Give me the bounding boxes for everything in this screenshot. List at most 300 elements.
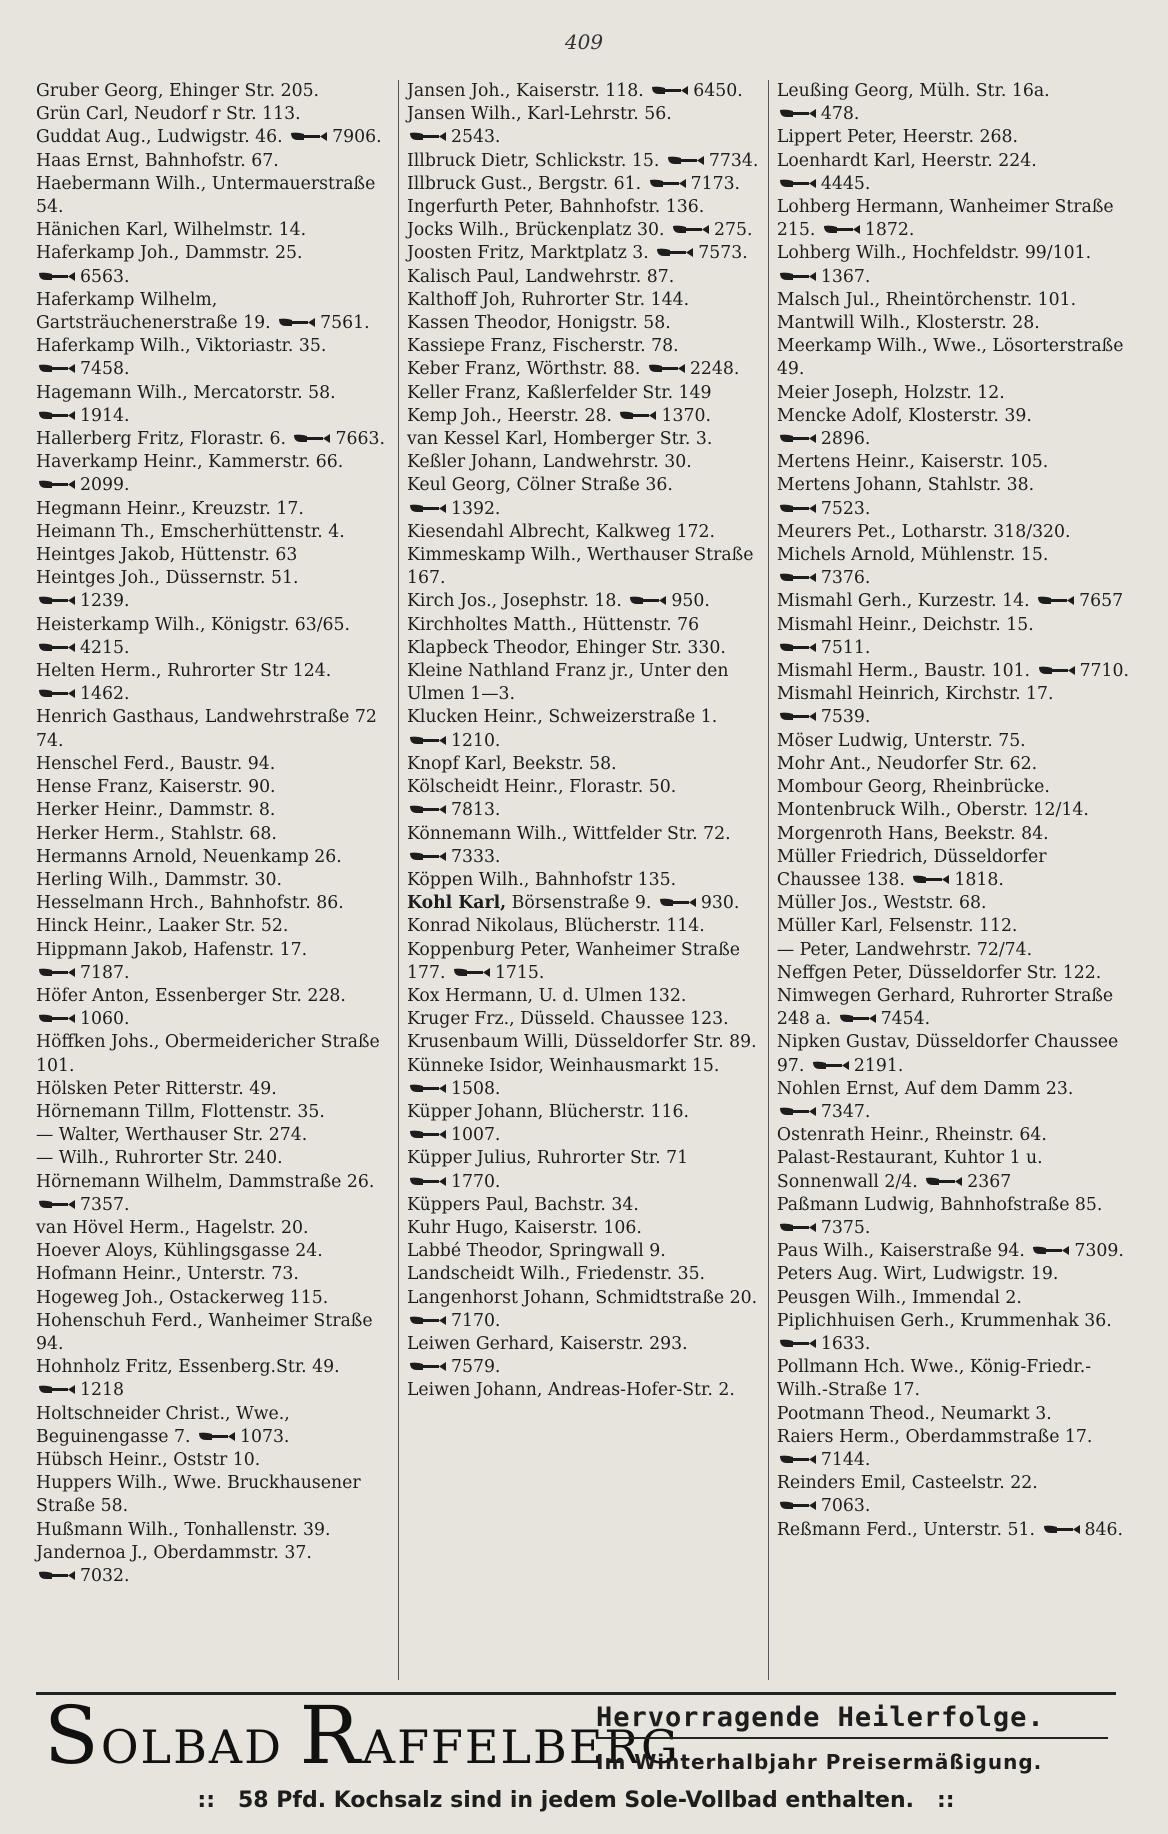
phone-number: 1073. [239,1426,290,1447]
directory-entry [407,358,760,381]
telephone-icon [38,479,76,490]
entry-address: Oberdammstraße 17. [905,1426,1093,1447]
telephone-icon [38,688,76,699]
telephone-icon [1032,1245,1070,1256]
entry-address: Ruhrorter Str. 144. [521,289,690,310]
entry-address: Kaiserstr. 118. [515,81,644,101]
entry-name: Loenhardt Karl, [776,150,916,171]
entry-name: Herling Wilh., [36,869,159,890]
entry-name: Kiesendahl Albrecht, [406,521,591,542]
entry-phone [810,1055,903,1078]
entry-address: Florastr. 6. [189,429,286,450]
directory-entry [777,1310,1130,1356]
telephone-icon [38,1013,76,1024]
entry-name: Langenhorst Johann, [406,1287,590,1308]
directory-entry [407,1055,760,1101]
directory-entry [777,1147,1130,1193]
entry-name: Grün Carl, [36,104,129,125]
phone-number: 7734. [708,150,759,171]
phone-number: 7573. [698,243,748,264]
entry-address: Bahnhofstr. 67. [144,150,279,171]
entry-phone [821,219,914,242]
directory-entry [407,660,760,706]
entry-name: Haebermann Wilh., [36,173,207,194]
entry-address: Düsseldorfer Str. 89. [574,1032,757,1053]
directory-entry [36,1171,390,1217]
entry-address: Kaiserstraße 94. [879,1241,1025,1262]
phone-number: 1872. [864,220,915,241]
directory-entry [36,753,390,776]
phone-number: 7357. [80,1194,130,1215]
entry-address: Bahnhofstr. 136. [559,197,705,218]
entry-address: Schweizerstraße 1. [548,707,718,728]
entry-name: Pollmann Hch. [776,1357,906,1378]
telephone-icon [659,897,697,908]
directory-entry [777,382,1130,405]
phone-number: 7663. [335,429,385,450]
telephone-icon [293,433,331,444]
entry-address: Bachstr. 34. [534,1194,639,1215]
entry-address: Unterstr. 73. [187,1264,299,1285]
entry-address: Landwehrstr. 30. [542,452,692,473]
directory-entry [777,474,1130,520]
entry-name: Leußing Georg, [776,81,914,101]
entry-name: Hippmann Jakob, [36,939,188,960]
directory-entry [36,939,390,985]
entry-address: Bahnhofstraße 85. [940,1194,1103,1215]
telephone-icon [812,1060,850,1071]
entry-address: Deichstr. 15. [922,614,1034,635]
entry-phone [36,590,129,613]
phone-number: 7539. [820,707,871,728]
entry-address: U. d. Ulmen 132. [538,985,687,1006]
phone-number: 7173. [690,173,741,194]
entry-address: Düsseld. Chaussee 123. [520,1009,729,1030]
entry-name: Kassen Theodor, [406,313,552,334]
telephone-icon [619,410,657,421]
entry-address: Unter den Ulmen 1—3. [406,661,729,705]
entry-address: Blücherstr. 114. [564,916,705,937]
entry-address: Obermeidericher Straße 101. [36,1032,380,1076]
telephone-icon [779,108,817,119]
entry-name: Helten Herm., [36,661,162,682]
phone-number: 7454. [880,1009,931,1030]
directory-entry [36,892,390,915]
entry-address: Blücherstr. 116. [548,1101,690,1122]
phone-number: 1218 [80,1380,124,1401]
entry-name: Hallerberg Fritz, [36,429,185,450]
directory-entry [407,1194,760,1217]
directory-entry [777,544,1130,590]
directory-entry [36,1403,390,1449]
telephone-icon [779,271,817,282]
entry-address: Schmidtstraße 20. [595,1287,758,1308]
entry-name: Kohl Karl, [406,893,507,914]
directory-entry [36,80,390,103]
entry-address: Klosterstr. 28. [915,313,1040,334]
entry-phone [36,474,129,497]
phone-number: 7657 [1079,591,1124,612]
phone-number: 2248. [689,359,740,380]
entry-address: Kurzestr. 14. [917,591,1030,612]
entry-phone [288,126,381,149]
telephone-icon [779,433,817,444]
entry-address: Honigstr. 58. [556,313,671,334]
entry-phone [407,799,500,822]
directory-entry [407,869,760,892]
telephone-icon [453,967,491,978]
entry-address: Kaßlerfelder Str. 149 [526,382,712,403]
directory-entry [407,335,760,358]
entry-name: Mohr Ant., [776,753,872,774]
directory-entry [36,799,390,822]
entry-name: Hinck Heinr., [36,916,153,937]
entry-name: Lippert Peter, [776,127,898,148]
directory-entry [407,150,760,173]
telephone-icon [38,642,76,653]
entry-name: Küppers Paul, [406,1194,529,1215]
entry-phone [670,219,752,242]
phone-number: 7813. [450,800,501,821]
directory-entry [407,1147,760,1193]
entry-name: Nohlen Ernst, [776,1078,900,1099]
directory-entry [36,242,390,288]
directory-column-3 [768,80,1138,1680]
directory-entry [36,660,390,706]
directory-entry [36,1310,390,1356]
directory-entry [777,451,1130,474]
ad-footer [36,1788,1116,1813]
solbad-advertisement [36,1689,1136,1820]
directory-entry [777,405,1130,451]
directory-entry [407,451,760,474]
directory-entry [777,1031,1130,1077]
telephone-icon [779,1454,817,1465]
entry-address: Marktplatz 3. [530,243,649,264]
phone-number: 1818. [954,869,1004,890]
telephone-icon [38,410,76,421]
entry-address: Oststr 10. [173,1449,261,1470]
entry-address: Kalkweg 172. [595,521,715,542]
entry-name: Küpper Johann, [406,1101,544,1122]
entry-phone [36,683,129,706]
entry-address: Weinhausmarkt 15. [549,1055,720,1076]
entry-phone [407,1171,500,1194]
directory-entry [36,776,390,799]
telephone-icon [779,642,817,653]
entry-name: Herker Heinr., [36,800,164,821]
directory-entry [777,799,1130,822]
entry-name: Keber Franz, [406,359,521,380]
page-number: 409 [564,30,604,54]
entry-name: Kalisch Paul, [406,266,520,287]
ad-winter-note: Im Winterhalbjahr Preisermäßigung. [596,1750,1043,1774]
ad-footer-text: 58 Pfd. Kochsalz sind in jedem Sole-Vollbad enthalten. [237,1788,915,1813]
entry-address: Düsseldorfer Chaussee 138. [776,846,1047,890]
directory-entry [777,1194,1130,1240]
phone-number: 1914. [80,405,130,426]
telephone-icon [779,1222,817,1233]
directory-entry [407,266,760,289]
directory-entry [777,753,1130,776]
directory-entry [36,428,390,451]
entry-name: Hermanns Arnold, [36,846,198,867]
telephone-icon [779,1106,817,1117]
entry-name: Hogeweg Joh., [36,1287,164,1308]
directory-entry [36,1287,390,1310]
directory-entry [36,382,390,428]
directory-entry [777,521,1130,544]
entry-name: Könnemann Wilh., [406,823,568,844]
entry-address: Kühlingsgasse 24. [163,1241,323,1262]
entry-name: Hesselmann Hrch., [36,893,205,914]
directory-entry [36,869,390,892]
phone-number: 1060. [80,1009,130,1030]
telephone-icon [409,735,447,746]
phone-number: 7063. [820,1496,871,1517]
telephone-icon [290,131,328,142]
entry-address: Untermauerstraße 54. [36,173,376,218]
directory-entry [407,1333,760,1379]
entry-phone [36,637,129,660]
entry-name: Piplichhuisen Gerh., [776,1310,955,1331]
directory-entry [407,776,760,822]
entry-name: Mencke Adolf, [776,405,903,426]
entry-address: Neudorf r Str. 113. [134,104,301,125]
directory-entry [407,80,760,103]
directory-entry [777,126,1130,149]
phone-number: 2896. [820,429,871,450]
entry-name: Höffken Johs., [36,1032,160,1053]
entry-address: Landwehrstr. 87. [525,266,675,287]
phone-number: 7906. [332,127,382,148]
entry-address: Gartsträuchenerstraße 19. [36,313,271,334]
entry-phone [777,428,870,451]
entry-name: Michels Arnold, [776,545,916,566]
telephone-icon [198,1431,236,1442]
directory-entry [36,498,390,521]
entry-address: Rheinbrücke. [932,777,1050,798]
phone-number: 7309. [1074,1241,1124,1262]
entry-name: Mismahl Heinr., [776,614,918,635]
entry-address: Wanheimer Straße 177. [406,939,740,983]
telephone-icon [672,224,710,235]
directory-entry [407,915,760,938]
entry-phone [837,1008,930,1031]
phone-number: 2191. [853,1055,904,1076]
directory-entry [777,1263,1130,1286]
telephone-icon [651,85,689,96]
entry-address: Kaiserstr. 105. [920,452,1049,473]
entry-name: Küpper Julius, [406,1148,532,1169]
telephone-icon [925,1176,963,1187]
entry-phone [36,1194,129,1217]
entry-name: — Wilh., [36,1148,110,1169]
entry-name: Hänichen Karl, [36,220,169,241]
entry-address: Wwe., Beguinengasse 7. [36,1403,290,1447]
directory-entry [36,126,390,149]
entry-name: Meurers Pet., [776,521,897,542]
directory-entry [407,196,760,219]
entry-phone [36,1565,129,1588]
entry-address: Cölner Straße 36. [516,475,673,496]
entry-name: Kirchholtes Matth., [406,614,578,635]
entry-name: Müller Friedrich, [776,846,928,867]
entry-address: Krummenhak 36. [960,1310,1112,1331]
entry-address: Neuenkamp 26. [202,846,342,867]
entry-address: Hagelstr. 20. [195,1217,309,1238]
entry-name: Kruger Frz., [406,1009,515,1030]
entry-name: Peusgen Wilh., [776,1287,907,1308]
entry-phone [407,1310,500,1333]
phone-number: 6563. [80,266,130,287]
entry-phone [36,1379,124,1402]
entry-name: Labbé Theodor, [406,1241,544,1262]
entry-address: Rheinstr. 64. [935,1125,1047,1146]
entry-name: Reßmann Ferd., [776,1519,918,1540]
entry-name: Möser Ludwig, [776,730,909,751]
telephone-icon [278,317,316,328]
entry-phone [36,405,129,428]
entry-phone [647,173,740,196]
directory-entry [36,915,390,938]
directory-entry [777,1078,1130,1124]
entry-phone [407,126,500,149]
entry-address: Ruhrorter Straße 248 a. [776,985,1114,1030]
telephone-icon [38,363,76,374]
entry-address: Baustr. 94. [180,753,276,774]
telephone-icon [409,1129,447,1140]
telephone-icon [409,851,447,862]
phone-number: 7375. [820,1217,871,1238]
directory-entry [777,242,1130,288]
entry-address: Immendal 2. [912,1287,1022,1308]
entry-name: Höfer Anton, [36,985,150,1006]
entry-name: Kox Hermann, [406,985,534,1006]
entry-address: Flottenstr. 35. [201,1101,325,1122]
entry-address: Oberstr. 12/14. [956,800,1089,821]
phone-number: 1367. [820,266,871,287]
directory-entry [36,1124,390,1147]
directory-entry [407,521,760,544]
entry-address: Dammstr. 8. [168,800,276,821]
directory-entry [36,1240,390,1263]
entry-address: Baustr. 101. [924,661,1031,682]
directory-entry [407,1101,760,1147]
directory-entry [777,1472,1130,1518]
directory-entry [407,892,760,915]
directory-entry [407,474,760,520]
entry-phone [777,1217,870,1240]
entry-address: Kaiserstr. 106. [514,1217,642,1238]
telephone-icon [38,1199,76,1210]
directory-entry [36,823,390,846]
entry-phone [407,498,500,521]
directory-entry [777,939,1130,962]
directory-entry [36,103,390,126]
entry-address: Casteelstr. 22. [911,1473,1038,1494]
entry-name: Leiwen Johann, [406,1380,543,1401]
entry-name: Palast-Restaurant, [776,1148,939,1169]
entry-name: Jocks Wilh., [406,220,510,241]
entry-name: Keßler Johann, [406,452,538,473]
entry-address: Karl-Lehrstr. 56. [527,104,672,125]
entry-address: Neudorfer Str. 62. [876,753,1038,774]
directory-entry [777,730,1130,753]
entry-phone [777,498,870,521]
entry-name: Kölscheidt Heinr., [406,777,564,798]
phone-number: 950. [671,591,710,612]
entry-address: Ostackerweg 115. [169,1287,329,1308]
directory-entry [777,312,1130,335]
directory-entry [407,289,760,312]
entry-address: Essenberg.Str. 49. [178,1357,340,1378]
entry-address: Kirchstr. 17. [945,684,1054,705]
entry-name: Mantwill Wilh., [776,313,911,334]
directory-entry [407,312,760,335]
entry-address: Heerstr. 268. [902,127,1019,148]
entry-address: Viktoriastr. 35. [196,336,327,357]
directory-entry [36,567,390,613]
entry-name: Hörnemann Tillm, [36,1101,196,1122]
directory-entry [407,1379,760,1402]
entry-name: Kemp Joh., [406,405,503,426]
directory-entry [777,289,1130,312]
entry-name: Hofmann Heinr., [36,1264,182,1285]
phone-number: 7523. [820,498,871,519]
directory-entry [777,1124,1130,1147]
phone-number: 1462. [80,684,130,705]
entry-name: Meier Joseph, [776,382,899,403]
directory-entry [777,1403,1130,1426]
entry-phone [291,428,384,451]
entry-name: Klapbeck Theodor, [406,637,571,658]
entry-address: Klosterstr. 39. [908,405,1032,426]
entry-name: Holtschneider Christ., [36,1403,231,1424]
entry-address: Bergstr. 61. [538,173,642,194]
entry-phone [1036,660,1129,683]
telephone-icon [38,595,76,606]
entry-address: Beekstr. 84. [944,823,1049,844]
phone-number: 7187. [80,962,130,983]
entry-name: Herker Herm., [36,823,165,844]
entry-address: Heerstr. 28. [507,405,612,426]
entry-name: Köppen Wilh., [406,869,530,890]
entry-address: Wanheimer Straße 215. [776,197,1114,241]
entry-address: Bahnhofstr 135. [534,869,677,890]
directory-entry [407,1008,760,1031]
entry-name: Nimwegen Gerhard, [776,985,956,1006]
entry-address: Kammerstr. 66. [208,452,344,473]
phone-number: 2367 [967,1171,1012,1192]
telephone-icon [839,1013,877,1024]
entry-phone [1041,1519,1123,1542]
entry-phone [777,266,870,289]
directory-entry [36,544,390,567]
directory-entry [777,614,1130,660]
entry-address: Kaiserstr. 90. [158,777,276,798]
entry-phone [777,173,870,196]
entry-phone [36,358,129,381]
entry-address: Hüttenstr. 76 [582,614,700,635]
directory-entry [777,196,1130,242]
entry-address: Kreuzstr. 17. [191,498,304,519]
entry-name: Kassiepe Franz, [406,336,547,357]
phone-number: 930. [700,893,740,914]
entry-phone [923,1171,1011,1194]
entry-name: Mombour Georg, [776,777,927,798]
entry-name: Koppenburg Peter, [406,939,571,960]
